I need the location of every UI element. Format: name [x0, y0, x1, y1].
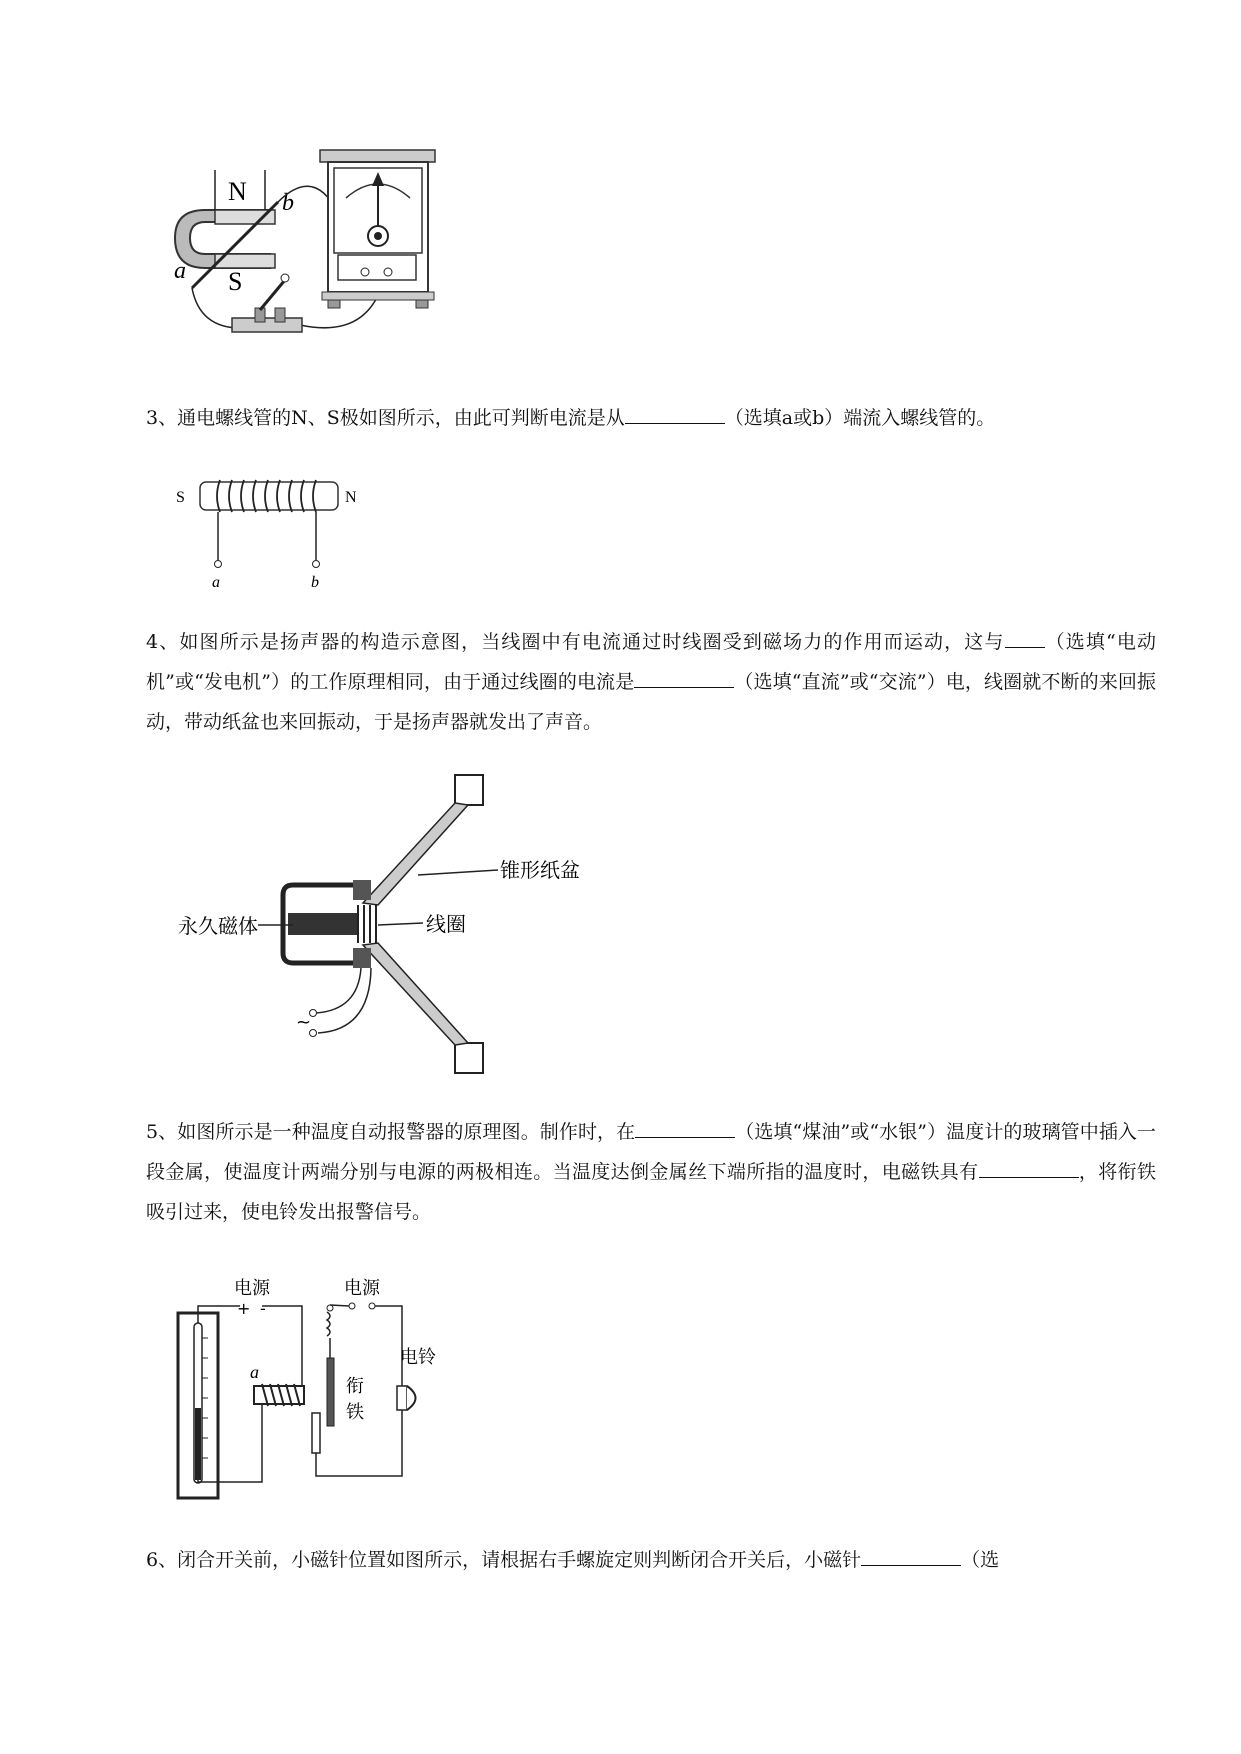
label-a: a	[212, 574, 220, 591]
question-number: 5、	[146, 1121, 178, 1143]
answer-blank[interactable]	[634, 667, 734, 688]
question-text: （选填“电动机”或“发电机”）的工作原理相同，由于通过线圈的电流是	[146, 631, 1156, 693]
label-b: b	[282, 190, 294, 216]
figure-solenoid	[170, 472, 370, 597]
label-coil: 线圈	[426, 912, 466, 936]
label-a: a	[174, 258, 186, 284]
question-3	[146, 398, 1156, 438]
label-power-1: 电源	[234, 1278, 270, 1299]
answer-blank[interactable]	[1005, 627, 1045, 648]
question-text: （选填“煤油”或“水银”）温度计的玻璃管中插入一段金属，使温度计两端分别与电源的两极相连。当温度达倒金属丝下端所指的温度时，电磁铁具有	[146, 1121, 1156, 1183]
answer-blank[interactable]	[625, 403, 725, 424]
question-number: 6、	[146, 1549, 178, 1571]
question-text: 通电螺线管的N、S极如图所示，由此可判断电流是从	[177, 407, 625, 429]
question-text: ，将衔铁吸引过来，使电铃发出报警信号。	[146, 1161, 1156, 1223]
label-a: a	[250, 1362, 259, 1382]
answer-blank[interactable]	[635, 1117, 735, 1138]
label-armature-2: 铁	[346, 1402, 364, 1423]
question-text: 如图所示是一种温度自动报警器的原理图。制作时，在	[177, 1121, 636, 1143]
label-ac: ~	[296, 1012, 312, 1033]
figure-magnet-galvanometer	[170, 150, 500, 375]
question-number: 4、	[146, 631, 180, 653]
label-power-2: 电源	[344, 1278, 380, 1299]
label-bell: 电铃	[400, 1347, 436, 1368]
question-text: （选填a或b）端流入螺线管的。	[724, 407, 996, 429]
question-text: （选	[961, 1549, 1000, 1571]
label-N: N	[228, 177, 247, 206]
question-text: （选填“直流”或“交流”）电，线圈就不断的来回振动，带动纸盆也来回振动，于是扬声器就发出了声音。	[146, 671, 1156, 733]
answer-blank[interactable]	[861, 1545, 961, 1566]
question-5	[146, 1112, 1156, 1232]
figure-loudspeaker	[178, 765, 580, 1080]
question-number: 3、	[146, 407, 178, 429]
label-S: S	[176, 489, 185, 506]
question-text: 闭合开关前，小磁针位置如图所示，请根据右手螺旋定则判断闭合开关后，小磁针	[177, 1549, 862, 1571]
label-b: b	[311, 574, 319, 591]
question-4	[146, 622, 1156, 742]
question-6	[146, 1540, 1156, 1580]
label-armature-1: 衔	[346, 1376, 364, 1397]
label-cone: 锥形纸盆	[500, 858, 580, 882]
label-minus: -	[260, 1299, 266, 1318]
question-text: 如图所示是扬声器的构造示意图，当线圈中有电流通过时线圈受到磁场力的作用而运动，这与	[179, 631, 1005, 653]
answer-blank[interactable]	[979, 1157, 1079, 1178]
label-N: N	[345, 489, 357, 506]
label-plus: +	[237, 1299, 251, 1318]
figure-temperature-alarm	[172, 1268, 472, 1503]
label-magnet: 永久磁体	[178, 914, 258, 938]
label-S: S	[228, 267, 243, 296]
